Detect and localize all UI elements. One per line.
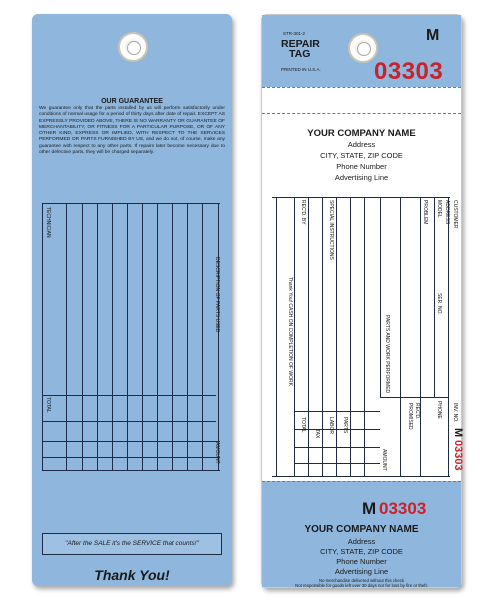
field-phone: PHONE: [436, 401, 442, 419]
stub-phone: Phone Number: [336, 557, 387, 566]
guarantee-text: We guarantee only that the parts installed by us will perform satisfactorily under conditions of normal usage for a period of thirty days after date of repair. EXCEPT AS EXPRESSLY PROVIDED ABOVE, THERE IS NO WARRANTY OR GUARANTEE OF MERCHANTABILITY, OR FITNESS FOR A PARTICULAR PURPOSE, OR OF ANY OTHER KIND, EXPRESS OR IMPLIED, WITH RESPECT TO THE SERVICES PERFORMED OR PARTS FURNISHED BY US, and we do not, of course, make any guarantee with respect to any other parts. If repairs later become necessary due to other defective parts, they will be charged separately.: [39, 106, 225, 155]
tag-hole-icon: [118, 32, 148, 62]
stub-company-name: YOUR COMPANY NAME: [304, 524, 419, 535]
stub-tag-number: 03303: [379, 499, 427, 518]
field-special-instructions: SPECIAL INSTRUCTIONS: [328, 200, 334, 260]
technician-label: TECHNICIAN: [45, 207, 51, 238]
company-city: CITY, STATE, ZIP CODE: [320, 151, 403, 160]
tag-number: 03303: [374, 58, 444, 85]
amount-label: AMOUNT: [214, 442, 220, 464]
parts-grid: [42, 203, 220, 471]
field-model: MODEL: [436, 200, 442, 218]
printed-in-usa: PRINTED IN U.S.A.: [281, 67, 321, 72]
repair-form-grid: [272, 197, 464, 477]
stub-address: Address: [347, 537, 376, 546]
field-customer: CUSTOMER: [452, 200, 458, 229]
field-amount: AMOUNT: [381, 449, 387, 471]
company-address: Address: [347, 140, 376, 149]
side-series-letter: M: [452, 428, 464, 438]
field-promised: PROMISED: [407, 403, 413, 430]
series-letter: M: [426, 27, 440, 44]
field-cash-on-completion: Thank You! CASH ON COMPLETION OF WORK: [287, 277, 293, 386]
stub-advertising: Advertising Line: [334, 567, 389, 576]
company-phone: Phone Number: [336, 162, 387, 171]
field-labor: LABOR: [328, 417, 334, 434]
guarantee-title: OUR GUARANTEE: [101, 98, 163, 105]
field-address: ADDRESS: [444, 200, 450, 225]
field-parts-and-work: PARTS AND WORK PERFORMED: [384, 315, 390, 394]
field-problem: PROBLEM: [422, 200, 428, 225]
repair-tag-title: REPAIR TAG: [281, 38, 320, 60]
field-recd: REC'D.: [414, 403, 420, 420]
field-recd-by: REC'D. BY: [300, 200, 306, 225]
field-inv-no: INV. NO.: [452, 403, 458, 423]
slogan: "After the SALE it's the SERVICE that counts!": [42, 533, 222, 555]
field-parts: PARTS: [342, 417, 348, 434]
stub-series-letter: M: [362, 499, 377, 518]
field-total: TOTAL: [300, 417, 306, 433]
stub-disclaimer-2: Not responsible for goods left over 30 days nor for loss by fire or theft.: [295, 583, 428, 588]
guarantee-tag: [32, 14, 232, 586]
side-tag-number: 03303: [452, 440, 464, 471]
thank-you-text: Thank You!: [94, 567, 170, 583]
field-ser-no: SER. NO.: [436, 293, 442, 315]
total-label: TOTAL: [45, 397, 51, 413]
company-name: YOUR COMPANY NAME: [307, 128, 416, 139]
company-advertising: Advertising Line: [334, 173, 389, 182]
stock-number: STR-301-2: [283, 31, 306, 36]
claim-stub: [262, 481, 461, 587]
description-label: DESCRIPTION OF PARTS USED: [214, 257, 220, 333]
stub-disclaimer-1: No merchandise delivered without this check: [318, 578, 405, 583]
field-tax: TAX: [314, 429, 320, 439]
repair-tag: [261, 14, 462, 588]
stub-city: CITY, STATE, ZIP CODE: [320, 547, 403, 556]
